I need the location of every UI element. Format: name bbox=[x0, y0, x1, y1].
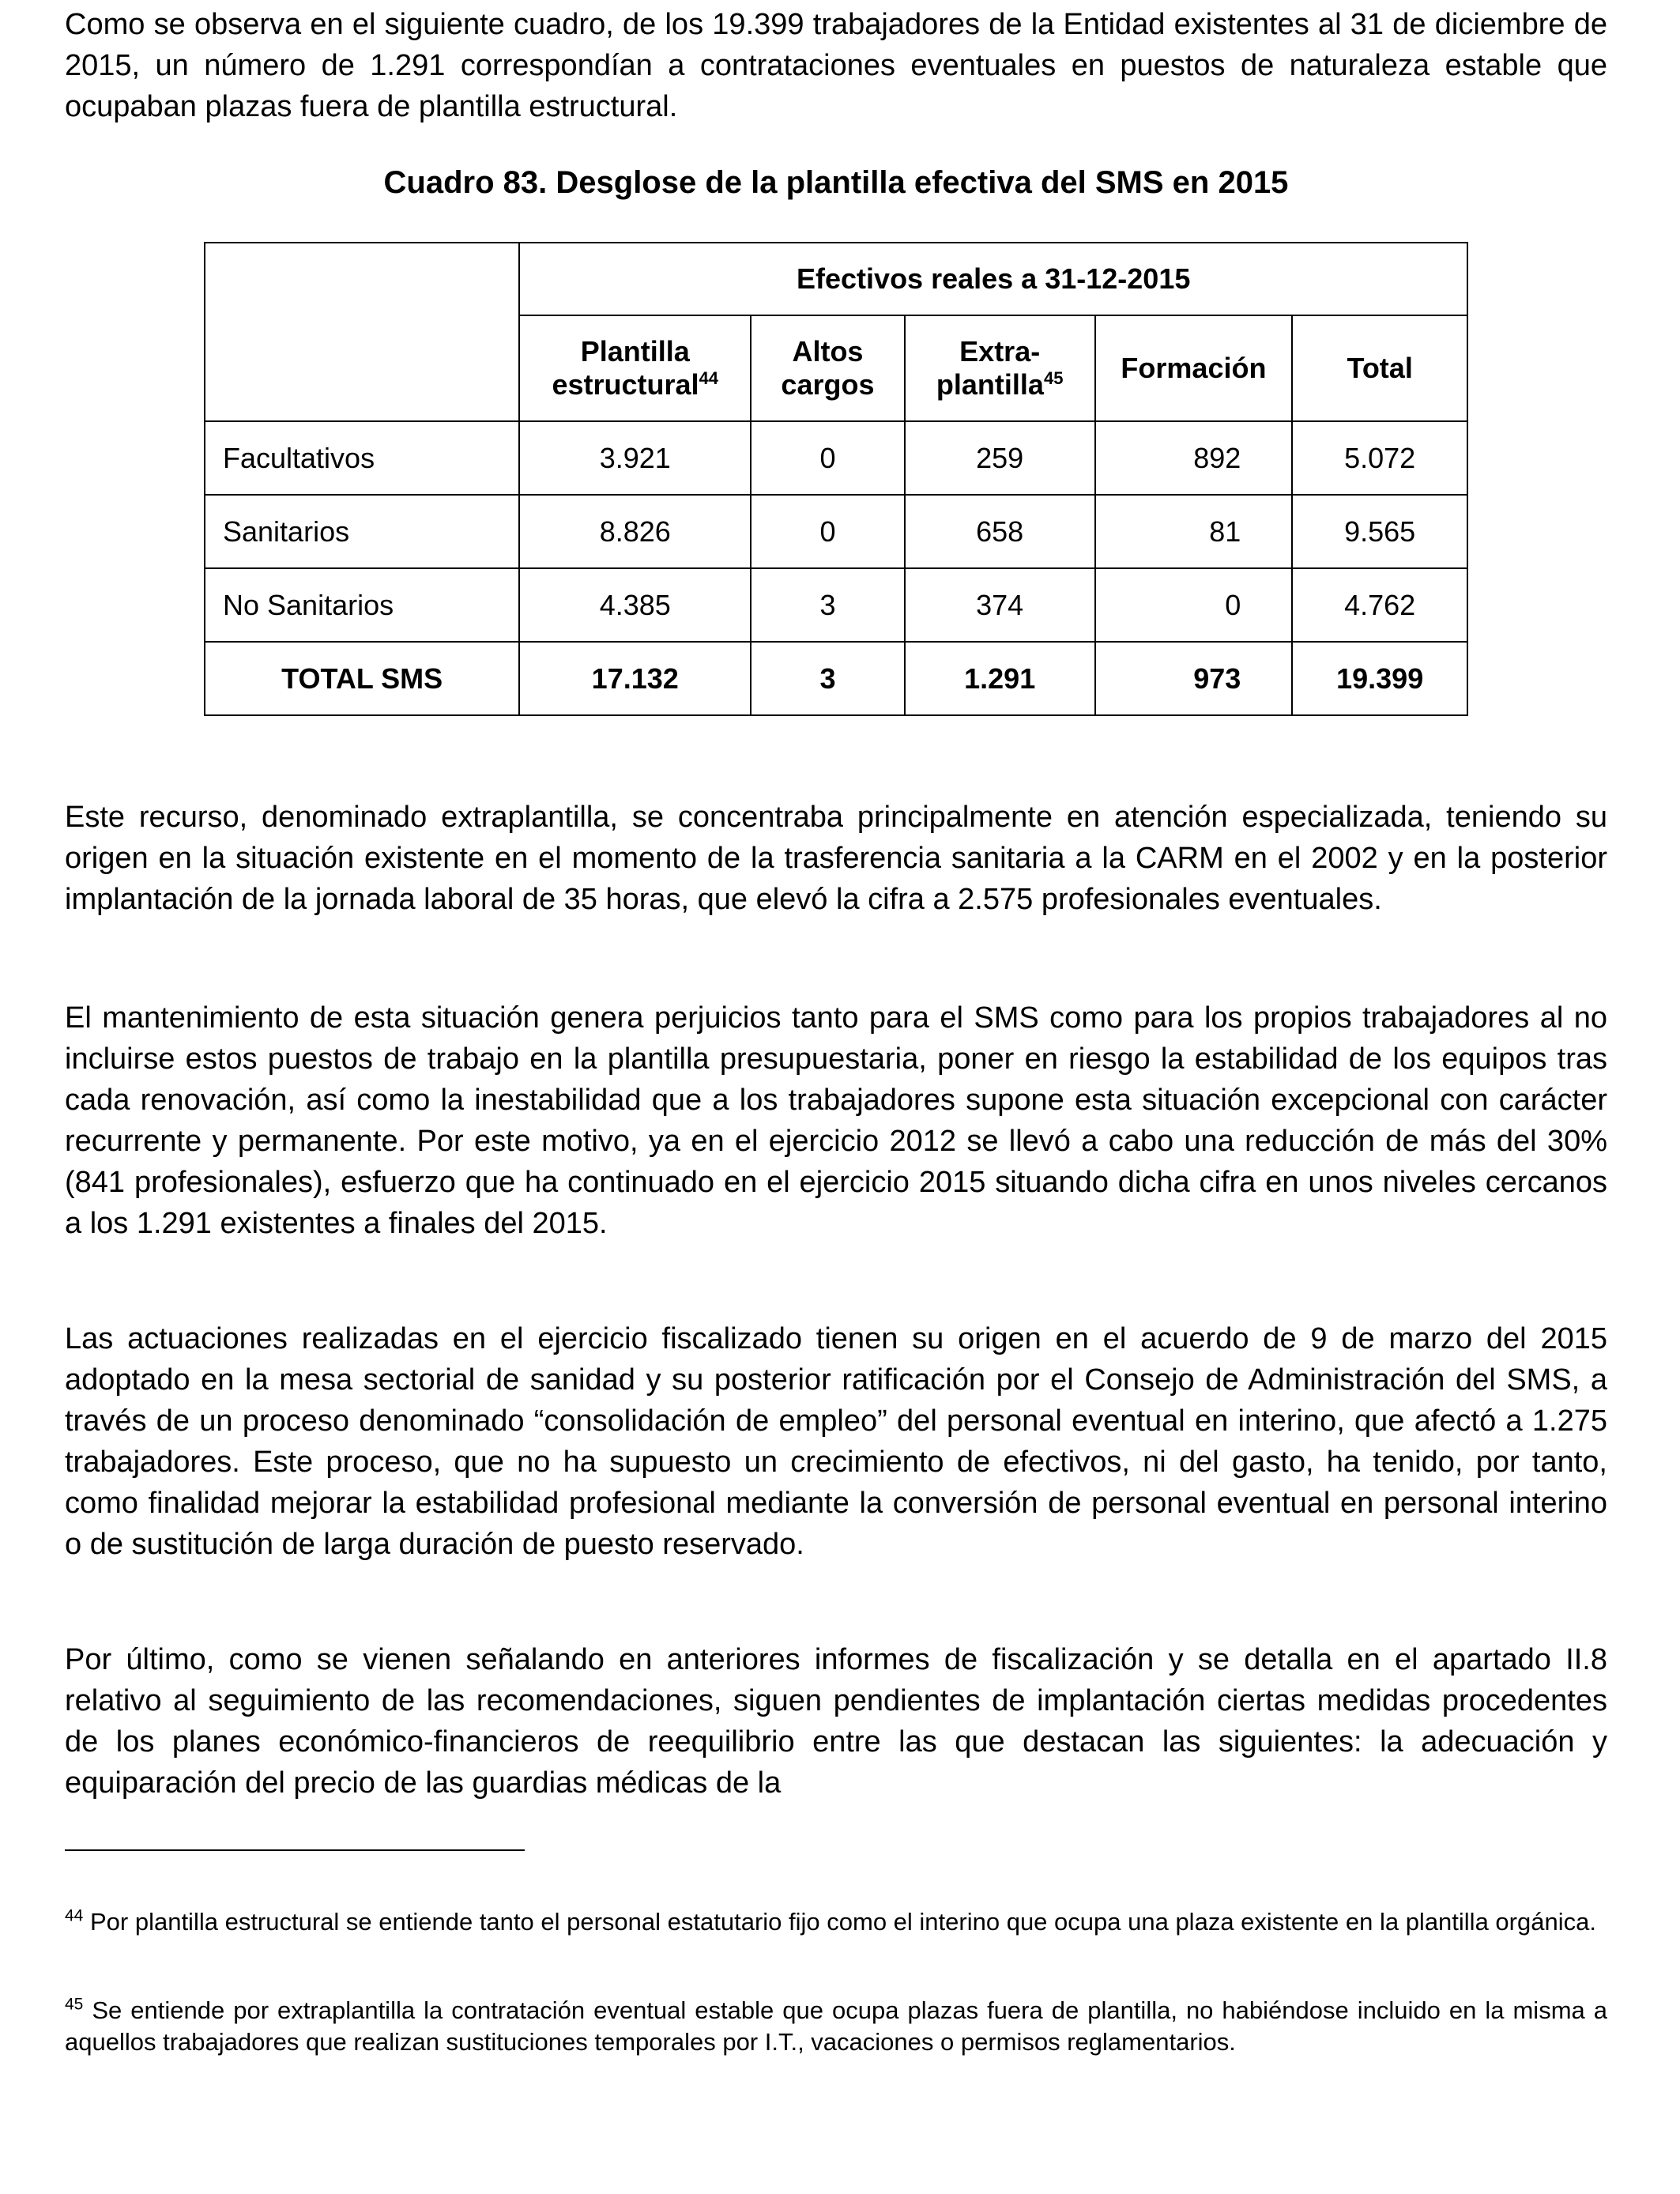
cell-altos: 0 bbox=[751, 495, 905, 568]
table-group-header-row bbox=[205, 243, 1467, 315]
cell-total: 9.565 bbox=[1292, 495, 1467, 568]
row-label: No Sanitarios bbox=[205, 568, 519, 642]
footnote-separator bbox=[65, 1849, 525, 1851]
cell-altos: 3 bbox=[751, 568, 905, 642]
cell-formacion: 0 bbox=[1095, 568, 1293, 642]
cell-extra: 259 bbox=[905, 421, 1095, 495]
table-row bbox=[205, 495, 1467, 568]
total-extra: 1.291 bbox=[905, 642, 1095, 715]
col-header-total: Total bbox=[1292, 315, 1467, 421]
total-altos: 3 bbox=[751, 642, 905, 715]
group-header: Efectivos reales a 31-12-2015 bbox=[519, 243, 1467, 315]
table-title: Cuadro 83. Desglose de la plantilla efectiva del SMS en 2015 bbox=[383, 165, 1289, 200]
col-header-altos-cargos: Altos cargos bbox=[751, 315, 905, 421]
footnote bbox=[65, 1995, 1607, 2058]
total-formacion: 973 bbox=[1095, 642, 1293, 715]
cell-plantilla: 8.826 bbox=[519, 495, 751, 568]
footnote-text: Por plantilla estructural se entiende tanto el personal estatutario fijo como el interino que ocupa una plaza existente en la plantilla orgánica. bbox=[89, 1908, 1596, 1936]
row-label: Facultativos bbox=[205, 421, 519, 495]
summary-table bbox=[204, 242, 1468, 716]
footnote-number: 44 bbox=[65, 1906, 84, 1925]
cell-plantilla: 3.921 bbox=[519, 421, 751, 495]
footnote bbox=[65, 1906, 1607, 1938]
col-header-plantilla: Plantilla estructural$^{44}$ bbox=[519, 315, 751, 421]
body-paragraph: Por último, como se vienen señalando en anteriores informes de fiscalización y se detalla en el apartado II.8 relativo al seguimiento de las recomendaciones, siguen pendientes de implantación ciertas medidas procedentes de los planes económico-financieros de reequilibrio entre las que destacan las siguientes: la adecuación y equiparación del precio de las guardias médicas de la bbox=[65, 1643, 1607, 1800]
table-row bbox=[205, 568, 1467, 642]
body-paragraph: Este recurso, denominado extraplantilla, se concentraba principalmente en atención especializada, teniendo su origen en la situación existente en el momento de la trasferencia sanitaria a la CARM en el 2002 y en la posterior implantación de la jornada laboral de 35 horas, que elevó la cifra a 2.575 profesionales eventuales. bbox=[65, 801, 1607, 916]
row-label: Sanitarios bbox=[205, 495, 519, 568]
cell-formacion: 81 bbox=[1095, 495, 1293, 568]
cell-altos: 0 bbox=[751, 421, 905, 495]
total-row-label: TOTAL SMS bbox=[205, 642, 519, 715]
footnote-ref-45: 45 bbox=[1043, 368, 1064, 388]
cell-extra: 658 bbox=[905, 495, 1095, 568]
cell-extra: 374 bbox=[905, 568, 1095, 642]
body-paragraph: El mantenimiento de esta situación genera perjuicios tanto para el SMS como para los propios trabajadores al no incluirse estos puestos de trabajo en la plantilla presupuestaria, poner en riesgo la estabilidad de los equipos tras cada renovación, así como la inestabilidad que a los trabajadores supone esta situación excepcional con carácter recurrente y permanente. Por este motivo, ya en el ejercicio 2012 se llevó a cabo una reducción de más del 30% (841 profesionales), esfuerzo que ha continuado en el ejercicio 2015 situando dicha cifra en unos niveles cercanos a los 1.291 existentes a finales del 2015. bbox=[65, 1001, 1607, 1240]
cell-total: 5.072 bbox=[1292, 421, 1467, 495]
cell-formacion: 892 bbox=[1095, 421, 1293, 495]
col-header-extraplantilla: Extra- plantilla$^{45}$ bbox=[905, 315, 1095, 421]
table-total-row bbox=[205, 642, 1467, 715]
col-header-formacion: Formación bbox=[1095, 315, 1293, 421]
intro-paragraph: Como se observa en el siguiente cuadro, de los 19.399 trabajadores de la Entidad existentes al 31 de diciembre de 2015, un número de 1.291 correspondían a contrataciones eventuales en puestos de naturaleza estable que ocupaban plazas fuera de plantilla estructural. bbox=[65, 8, 1607, 123]
cell-plantilla: 4.385 bbox=[519, 568, 751, 642]
body-paragraph: Las actuaciones realizadas en el ejercicio fiscalizado tienen su origen en el acuerdo de 9 de marzo del 2015 adoptado en la mesa sectorial de sanidad y su posterior ratificación por el Consejo de Administración del SMS, a través de un proceso denominado “consolidación de empleo” del personal eventual en interino, que afectó a 1.275 trabajadores. Este proceso, que no ha supuesto un crecimiento de efectivos, ni del gasto, ha tenido, por tanto, como finalidad mejorar la estabilidad profesional mediante la conversión de personal eventual en personal interino o de sustitución de larga duración de puesto reservado. bbox=[65, 1322, 1607, 1561]
empty-corner-cell bbox=[205, 243, 519, 421]
footnote-text: Se entiende por extraplantilla la contratación eventual estable que ocupa plazas fuera de plantilla, no habiéndose incluido en la misma a aquellos trabajadores que realizan sustituciones temporales por I.T., vacaciones o permisos reglamentarios. bbox=[65, 1996, 1607, 2056]
cell-total: 4.762 bbox=[1292, 568, 1467, 642]
footnote-ref-44: 44 bbox=[699, 368, 719, 388]
total-total: 19.399 bbox=[1292, 642, 1467, 715]
footnote-number: 45 bbox=[65, 1995, 84, 2014]
total-plantilla: 17.132 bbox=[519, 642, 751, 715]
table-row bbox=[205, 421, 1467, 495]
